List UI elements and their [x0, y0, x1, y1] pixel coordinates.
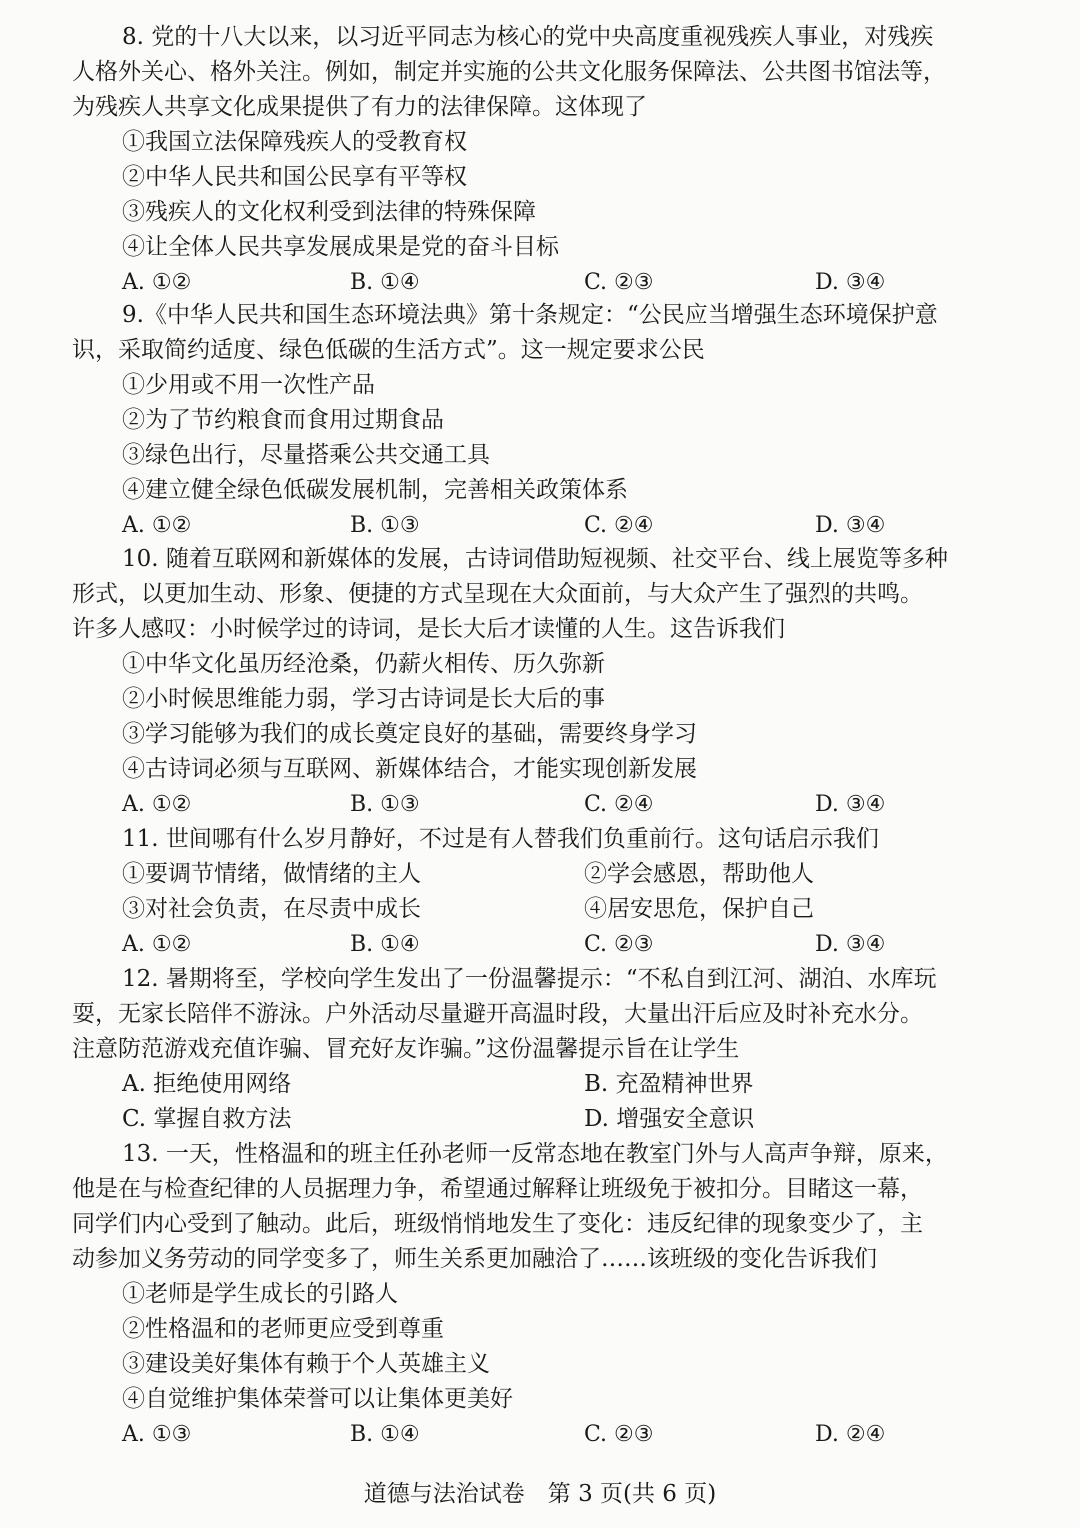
question-stem-line: 10. 随着互联网和新媒体的发展，古诗词借助短视频、社交平台、线上展览等多种	[122, 546, 948, 572]
choice-c: C. ②③	[584, 1422, 654, 1447]
statement-2: ②性格温和的老师更应受到尊重	[122, 1316, 444, 1342]
choice-b: B. ①④	[350, 932, 420, 957]
choice-d: D. ②④	[815, 1422, 886, 1447]
statement-1: ①老师是学生成长的引路人	[122, 1281, 398, 1307]
statement-3: ③对社会负责，在尽责中成长	[122, 896, 421, 922]
question-stem-line: 耍，无家长陪伴不游泳。户外活动尽量避开高温时段，大量出汗后应及时补充水分。	[72, 1001, 923, 1027]
choice-a: A. ①②	[122, 270, 192, 295]
question-stem-line: 13. 一天，性格温和的班主任孙老师一反常态地在教室门外与人高声争辩，原来，	[122, 1141, 948, 1167]
choice-b: B. ①③	[350, 513, 420, 538]
statement-2: ②中华人民共和国公民享有平等权	[122, 164, 467, 190]
question-stem-line: 12. 暑期将至，学校向学生发出了一份温馨提示：“不私自到江河、湖泊、水库玩	[122, 966, 937, 992]
question-stem-line: 形式，以更加生动、形象、便捷的方式呈现在大众面前，与大众产生了强烈的共鸣。	[72, 581, 923, 607]
statement-1: ①少用或不用一次性产品	[122, 372, 375, 398]
choice-a: A. ①②	[122, 792, 192, 817]
question-stem-line: 许多人感叹：小时候学过的诗词，是长大后才读懂的人生。这告诉我们	[72, 616, 785, 642]
choice-a: A. ①③	[122, 1422, 192, 1447]
question-stem-line: 注意防范游戏充值诈骗、冒充好友诈骗。”这份温馨提示旨在让学生	[72, 1036, 740, 1062]
choice-d: D. ③④	[815, 513, 886, 538]
question-stem-line: 他是在与检查纪律的人员据理力争，希望通过解释让班级免于被扣分。目睹这一幕，	[72, 1176, 923, 1202]
choice-d: D. ③④	[815, 792, 886, 817]
choice-d: D. 增强安全意识	[584, 1106, 755, 1132]
choice-c: C. ②③	[584, 270, 654, 295]
choice-d: D. ③④	[815, 932, 886, 957]
choice-a: A. 拒绝使用网络	[122, 1071, 292, 1097]
question-stem-line: 为残疾人共享文化成果提供了有力的法律保障。这体现了	[72, 94, 647, 120]
statement-1: ①我国立法保障残疾人的受教育权	[122, 129, 467, 155]
choice-b: B. ①④	[350, 1422, 420, 1447]
choice-a: A. ①②	[122, 513, 192, 538]
statement-2: ②学会感恩，帮助他人	[584, 861, 814, 887]
question-stem-line: 9.《中华人民共和国生态环境法典》第十条规定：“公民应当增强生态环境保护意	[122, 302, 938, 328]
choice-b: B. ①④	[350, 270, 420, 295]
choice-c: C. ②④	[584, 792, 654, 817]
statement-4: ④自觉维护集体荣誉可以让集体更美好	[122, 1386, 513, 1412]
choice-c: C. ②④	[584, 513, 654, 538]
question-stem-line: 人格外关心、格外关注。例如，制定并实施的公共文化服务保障法、公共图书馆法等，	[72, 59, 946, 85]
page-footer: 道德与法治试卷 第 3 页(共 6 页)	[363, 1481, 717, 1507]
statement-4: ④建立健全绿色低碳发展机制，完善相关政策体系	[122, 477, 628, 503]
statement-4: ④古诗词必须与互联网、新媒体结合，才能实现创新发展	[122, 756, 697, 782]
question-stem-line: 识，采取简约适度、绿色低碳的生活方式”。这一规定要求公民	[72, 337, 705, 363]
question-stem-line: 同学们内心受到了触动。此后，班级悄悄地发生了变化：违反纪律的现象变少了，主	[72, 1211, 923, 1237]
choice-d: D. ③④	[815, 270, 886, 295]
statement-3: ③学习能够为我们的成长奠定良好的基础，需要终身学习	[122, 721, 697, 747]
statement-3: ③绿色出行，尽量搭乘公共交通工具	[122, 442, 490, 468]
choice-c: C. ②③	[584, 932, 654, 957]
choice-b: B. ①③	[350, 792, 420, 817]
question-stem-line: 8. 党的十八大以来，以习近平同志为核心的党中央高度重视残疾人事业，对残疾	[122, 24, 934, 50]
choice-b: B. 充盈精神世界	[584, 1071, 754, 1097]
statement-1: ①要调节情绪，做情绪的主人	[122, 861, 421, 887]
statement-2: ②小时候思维能力弱，学习古诗词是长大后的事	[122, 686, 605, 712]
choice-a: A. ①②	[122, 932, 192, 957]
question-stem-line: 11. 世间哪有什么岁月静好，不过是有人替我们负重前行。这句话启示我们	[122, 826, 879, 852]
statement-2: ②为了节约粮食而食用过期食品	[122, 407, 444, 433]
statement-4: ④让全体人民共享发展成果是党的奋斗目标	[122, 234, 559, 260]
question-stem-line: 动参加义务劳动的同学变多了，师生关系更加融洽了……该班级的变化告诉我们	[72, 1246, 877, 1272]
statement-3: ③残疾人的文化权利受到法律的特殊保障	[122, 199, 536, 225]
choice-c: C. 掌握自救方法	[122, 1106, 292, 1132]
statement-3: ③建设美好集体有赖于个人英雄主义	[122, 1351, 490, 1377]
statement-4: ④居安思危，保护自己	[584, 896, 814, 922]
statement-1: ①中华文化虽历经沧桑，仍薪火相传、历久弥新	[122, 651, 605, 677]
